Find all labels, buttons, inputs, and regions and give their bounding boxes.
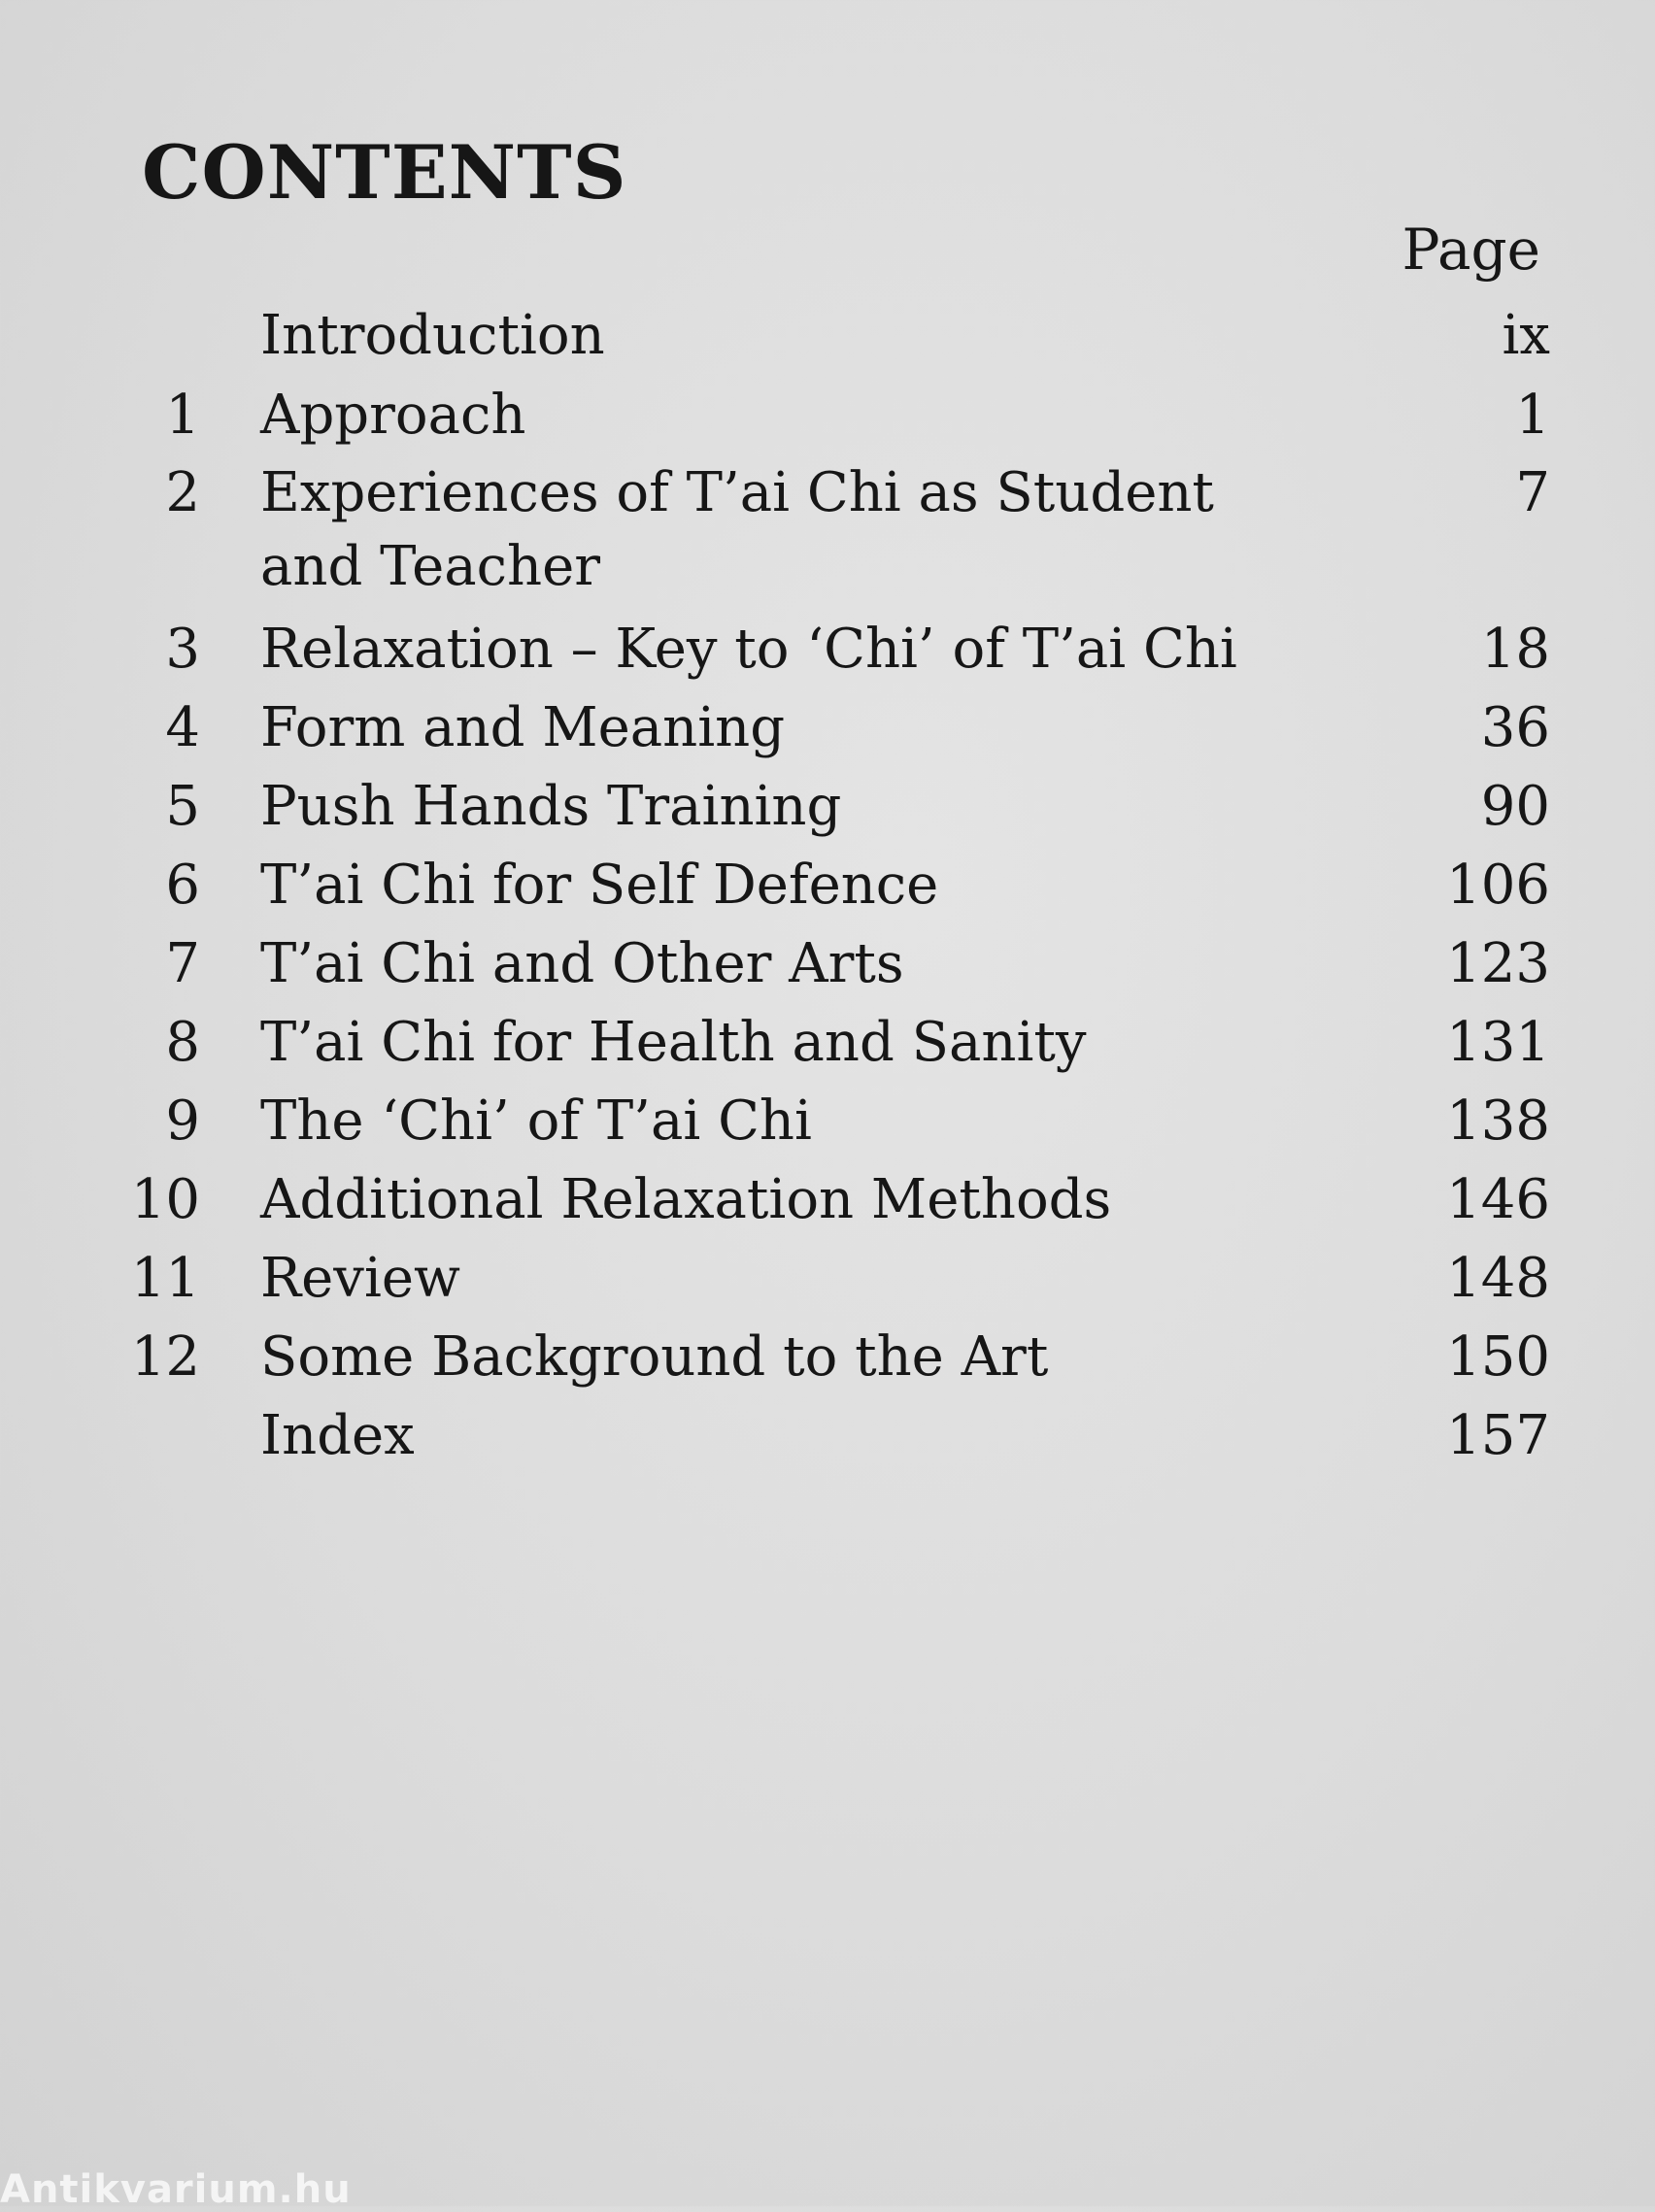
- page-number: 138: [1446, 1089, 1550, 1153]
- chapter-number: 9: [165, 1089, 200, 1153]
- chapter-number: 2: [165, 461, 200, 524]
- chapter-number: 7: [165, 932, 200, 995]
- chapter-number: 4: [165, 696, 200, 759]
- chapter-number: 8: [165, 1011, 200, 1074]
- toc-entry-index: [0, 1404, 1655, 1488]
- page-number: 148: [1446, 1247, 1550, 1310]
- chapter-title: Form and Meaning: [260, 696, 786, 759]
- chapter-title: Approach: [260, 384, 526, 447]
- page-number: 1: [1515, 384, 1550, 447]
- page-number: 106: [1446, 854, 1550, 917]
- toc-entry-4: [0, 696, 1655, 780]
- chapter-number: 10: [130, 1168, 200, 1231]
- page-number: ix: [1502, 304, 1550, 367]
- toc-entry-12: [0, 1325, 1655, 1409]
- toc-entry-9: [0, 1089, 1655, 1173]
- chapter-number: 11: [130, 1247, 200, 1310]
- chapter-number: 5: [165, 775, 200, 838]
- chapter-title: Review: [260, 1247, 460, 1310]
- chapter-title: The ‘Chi’ of T’ai Chi: [260, 1089, 812, 1153]
- page-number: 90: [1480, 775, 1550, 838]
- chapter-number: 1: [165, 384, 200, 447]
- chapter-number: 12: [130, 1325, 200, 1389]
- chapter-title: T’ai Chi and Other Arts: [260, 932, 904, 995]
- toc-entry-3: [0, 618, 1655, 701]
- toc-entry-2: [0, 461, 1655, 621]
- chapter-title: Some Background to the Art: [260, 1325, 1049, 1389]
- chapter-number: 3: [165, 618, 200, 681]
- chapter-title: Introduction: [260, 304, 605, 367]
- toc-entry-5: [0, 775, 1655, 858]
- chapter-title-line-1: Experiences of T’ai Chi as Student: [260, 461, 1214, 524]
- toc-entry-8: [0, 1011, 1655, 1094]
- chapter-title: [260, 461, 1214, 598]
- page-number: 18: [1480, 618, 1550, 681]
- chapter-title-line-2: and Teacher: [260, 535, 600, 598]
- page-number: 131: [1446, 1011, 1550, 1074]
- chapter-title: T’ai Chi for Self Defence: [260, 854, 939, 917]
- contents-heading: CONTENTS: [142, 129, 627, 216]
- page-number: 36: [1480, 696, 1550, 759]
- page-number: 146: [1446, 1168, 1550, 1231]
- chapter-title: T’ai Chi for Health and Sanity: [260, 1011, 1087, 1074]
- page-number: 123: [1446, 932, 1550, 995]
- toc-entry-7: [0, 932, 1655, 1016]
- chapter-number: 6: [165, 854, 200, 917]
- page-number: 157: [1446, 1404, 1550, 1467]
- toc-entry-1: [0, 384, 1655, 467]
- toc-entry-10: [0, 1168, 1655, 1252]
- page-number: 7: [1515, 461, 1550, 524]
- page-number: 150: [1446, 1325, 1550, 1389]
- chapter-title: Index: [260, 1404, 415, 1467]
- chapter-title: Additional Relaxation Methods: [260, 1168, 1112, 1231]
- chapter-title: Push Hands Training: [260, 775, 842, 838]
- watermark: Antikvarium.hu: [0, 2167, 352, 2212]
- toc-entry-11: [0, 1247, 1655, 1330]
- toc-entry-6: [0, 854, 1655, 937]
- toc-entry-introduction: [0, 304, 1655, 387]
- page-column-label: Page: [1402, 217, 1540, 283]
- chapter-title: Relaxation – Key to ‘Chi’ of T’ai Chi: [260, 618, 1237, 681]
